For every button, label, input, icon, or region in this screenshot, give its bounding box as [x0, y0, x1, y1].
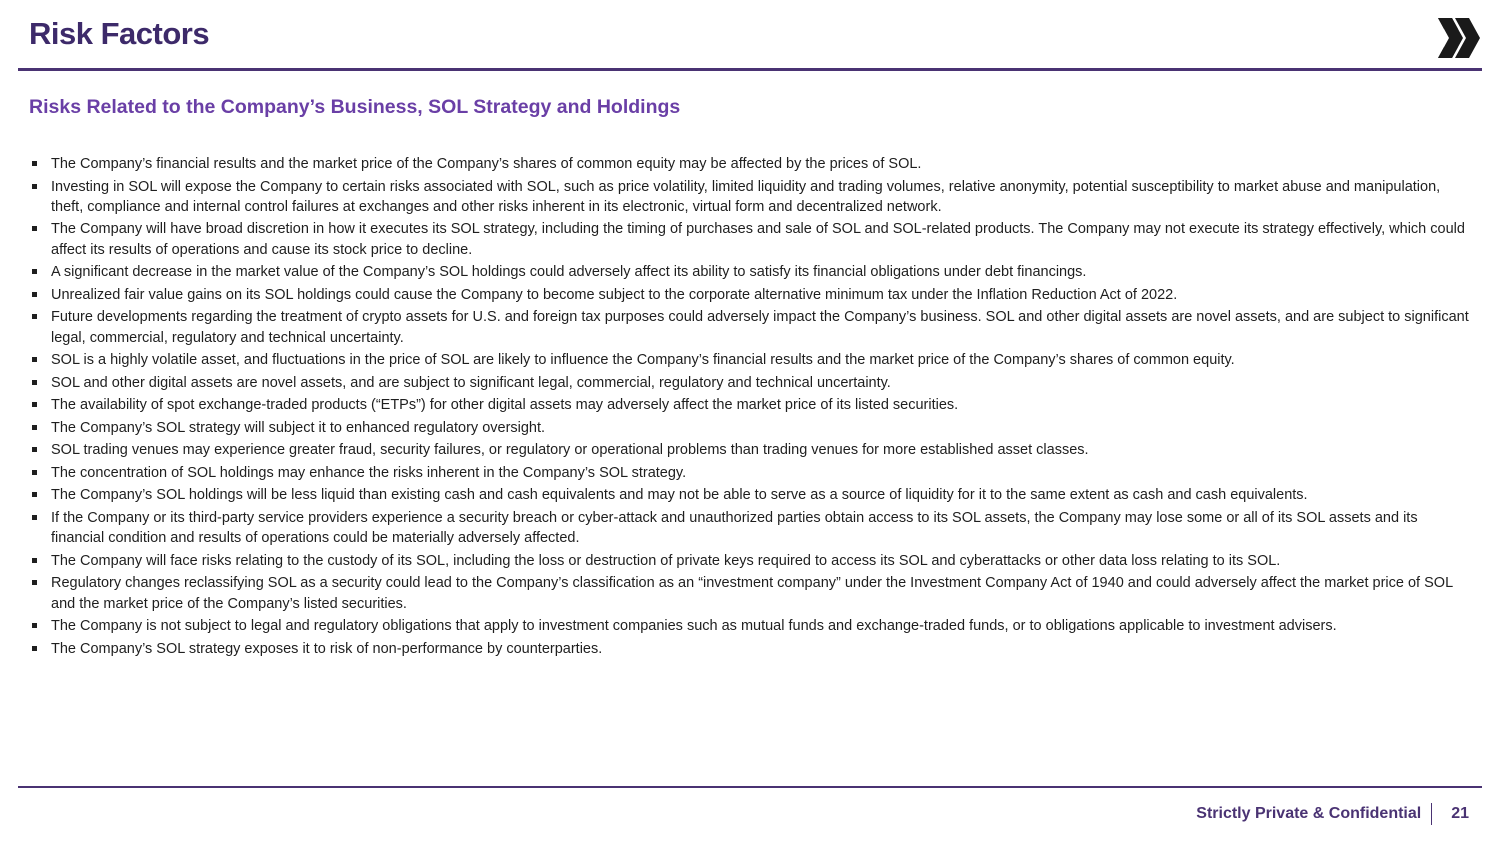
square-bullet-icon	[32, 184, 37, 189]
risk-bullet-text: The Company’s SOL holdings will be less liquid than existing cash and cash equivalents and may not be able to serve as a source of liquidity for it to the same extent as cash and cash equivalents.	[51, 487, 1308, 504]
risk-bullet-item	[31, 463, 1471, 483]
footer	[1196, 803, 1469, 825]
header-divider	[18, 68, 1482, 71]
square-bullet-icon	[32, 623, 37, 628]
risk-bullet-item	[31, 551, 1471, 571]
risk-bullet-text: SOL and other digital assets are novel assets, and are subject to significant legal, commercial, regulatory and technical uncertainty.	[51, 374, 891, 391]
risk-bullet-item	[31, 573, 1471, 614]
risk-bullet-item	[31, 508, 1471, 549]
risk-bullet-text: If the Company or its third-party service providers experience a security breach or cyber-attack and unauthorized parties obtain access to its SOL assets, the Company may lose some or all of its SOL assets and its financial condition and results of operations could be materially adversely affected.	[51, 510, 1418, 547]
double-chevron-logo-icon	[1436, 16, 1482, 60]
risk-bullet-item	[31, 440, 1471, 460]
risk-bullet-text: Unrealized fair value gains on its SOL holdings could cause the Company to become subject to the corporate alternative minimum tax under the Inflation Reduction Act of 2022.	[51, 286, 1178, 303]
risk-bullet-item	[31, 177, 1471, 218]
risk-bullet-item	[31, 485, 1471, 505]
risk-bullet-text: Regulatory changes reclassifying SOL as a security could lead to the Company’s classification as an “investment company” under the Investment Company Act of 1940 and could adversely affect the market price of SOL and the market price of the Company’s listed securities.	[51, 575, 1453, 612]
square-bullet-icon	[32, 357, 37, 362]
risk-bullet-item	[31, 262, 1471, 282]
square-bullet-icon	[32, 402, 37, 407]
square-bullet-icon	[32, 515, 37, 520]
risk-bullet-item	[31, 285, 1471, 305]
risk-bullet-item	[31, 418, 1471, 438]
risk-bullet-item	[31, 616, 1471, 636]
square-bullet-icon	[32, 646, 37, 651]
risk-bullet-text: The Company’s SOL strategy will subject it to enhanced regulatory oversight.	[51, 419, 546, 436]
square-bullet-icon	[32, 292, 37, 297]
risk-bullet-text: SOL is a highly volatile asset, and fluctuations in the price of SOL are likely to influence the Company’s financial results and the market price of the Company’s shares of common equity.	[51, 352, 1235, 369]
risk-bullet-text: Investing in SOL will expose the Company to certain risks associated with SOL, such as price volatility, limited liquidity and trading volumes, relative anonymity, potential susceptibility to market abuse and manipulation, theft, compliance and internal control failures at exchanges and other risks inherent in its electronic, virtual form and decentralized network.	[51, 178, 1441, 215]
risk-bullet-text: The Company’s SOL strategy exposes it to risk of non-performance by counterparties.	[51, 640, 603, 657]
square-bullet-icon	[32, 447, 37, 452]
square-bullet-icon	[32, 226, 37, 231]
square-bullet-icon	[32, 470, 37, 475]
risk-bullet-text: The Company is not subject to legal and regulatory obligations that apply to investment companies such as mutual funds and exchange-traded funds, or to obligations applicable to investment advisers.	[51, 618, 1337, 635]
risk-bullet-text: SOL trading venues may experience greater fraud, security failures, or regulatory or operational problems than trading venues for more established asset classes.	[51, 442, 1089, 459]
risk-bullet-text: Future developments regarding the treatment of crypto assets for U.S. and foreign tax purposes could adversely impact the Company’s business. SOL and other digital assets are novel assets, and are subject to significant legal, commercial, regulatory and technical uncertainty.	[51, 309, 1469, 346]
square-bullet-icon	[32, 161, 37, 166]
risk-bullet-item	[31, 154, 1471, 174]
risk-bullet-text: The Company’s financial results and the market price of the Company’s shares of common equity may be affected by the prices of SOL.	[51, 156, 922, 172]
footer-divider	[18, 786, 1482, 788]
square-bullet-icon	[32, 558, 37, 563]
footer-separator	[1431, 803, 1432, 825]
square-bullet-icon	[32, 580, 37, 585]
risk-bullet-list	[31, 154, 1471, 661]
risk-bullet-item	[31, 639, 1471, 659]
risk-bullet-text: The Company will have broad discretion in how it executes its SOL strategy, including the timing of purchases and sale of SOL and SOL-related products. The Company may not execute its strategy effectively, which could affect its results of operations and cause its stock price to decline.	[51, 221, 1465, 258]
risk-bullet-item	[31, 395, 1471, 415]
risk-bullet-item	[31, 219, 1471, 260]
risk-bullet-text: A significant decrease in the market value of the Company’s SOL holdings could adversely affect its ability to satisfy its financial obligations under debt financings.	[51, 264, 1087, 281]
confidentiality-label: Strictly Private & Confidential	[1196, 805, 1422, 822]
risk-bullet-text: The concentration of SOL holdings may enhance the risks inherent in the Company’s SOL strategy.	[51, 464, 687, 481]
risk-bullet-text: The Company will face risks relating to the custody of its SOL, including the loss or destruction of private keys required to access its SOL and cyberattacks or other data loss relating to its SOL.	[51, 552, 1281, 569]
square-bullet-icon	[32, 380, 37, 385]
risk-bullet-item	[31, 350, 1471, 370]
risk-bullet-item	[31, 307, 1471, 348]
page-title: Risk Factors	[29, 16, 210, 51]
square-bullet-icon	[32, 425, 37, 430]
square-bullet-icon	[32, 314, 37, 319]
square-bullet-icon	[32, 492, 37, 497]
section-heading: Risks Related to the Company’s Business, SOL Strategy and Holdings	[29, 96, 681, 118]
page-number: 21	[1451, 805, 1469, 822]
risk-bullet-text: The availability of spot exchange-traded products (“ETPs”) for other digital assets may adversely affect the market price of its listed securities.	[51, 397, 959, 414]
risk-bullet-item	[31, 373, 1471, 393]
square-bullet-icon	[32, 269, 37, 274]
